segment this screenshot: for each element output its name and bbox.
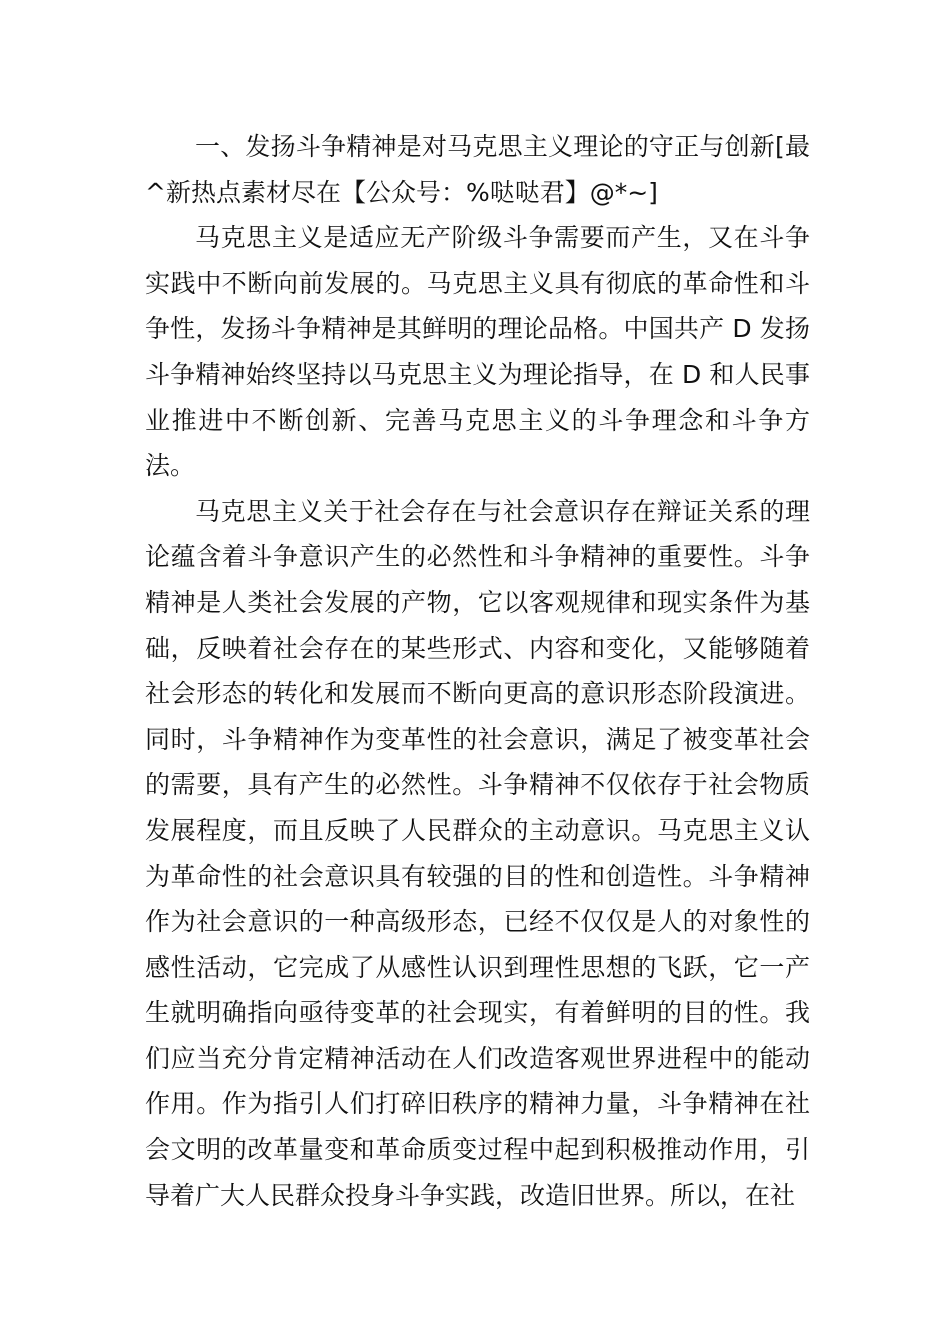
document-body [145, 124, 810, 1218]
paragraph-2: 马克思主义关于社会存在与社会意识存在辩证关系的理论蕴含着斗争意识产生的必然性和斗争精神的重要性。斗争精神是人类社会发展的产物，它以客观规律和现实条件为基础，反映着社会存在的某些形式、内容和变化，又能够随着社会形态的转化和发展而不断向更高的意识形态阶段演进。同时，斗争精神作为变革性的社会意识，满足了被变革社会的需要，具有产生的必然性。斗争精神不仅依存于社会物质发展程度，而且反映了人民群众的主动意识。马克思主义认为革命性的社会意识具有较强的目的性和创造性。斗争精神作为社会意识的一种高级形态，已经不仅仅是人的对象性的感性活动，它完成了从感性认识到理性思想的飞跃，它一产生就明确指向亟待变革的社会现实，有着鲜明的目的性。我们应当充分肯定精神活动在人们改造客观世界进程中的能动作用。作为指引人们打碎旧秩序的精神力量，斗争精神在社会文明的改革量变和革命质变过程中起到积极推动作用，引导着广大人民群众投身斗争实践，改造旧世界。所以，在社 [145, 496, 810, 1210]
paragraph-1: 马克思主义是适应无产阶级斗争需要而产生，又在斗争实践中不断向前发展的。马克思主义具有彻底的革命性和斗争性，发扬斗争精神是其鲜明的理论品格。中国共产 D 发扬斗争精神始终坚持以马克思主义为理论指导，在 D 和人民事业推进中不断创新、完善马克思主义的斗争理念和斗争方法。 [145, 223, 810, 481]
section-heading: 一、发扬斗争精神是对马克思主义理论的守正与创新[最^新热点素材尽在【公众号：%哒哒君】@*~] [145, 132, 810, 207]
